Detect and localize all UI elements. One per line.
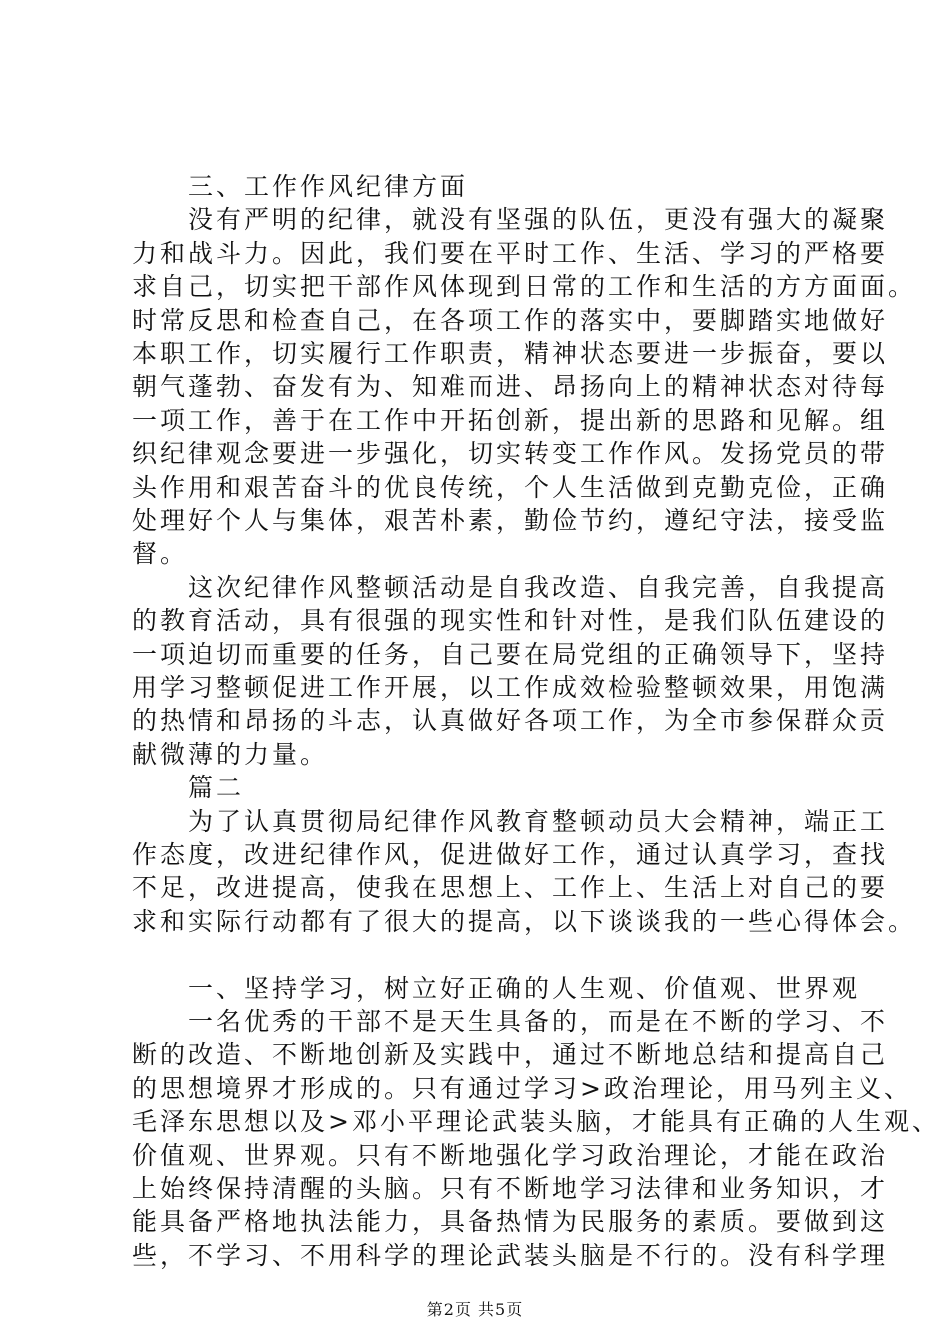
- text-line: 力和战斗力。因此，我们要在平时工作、生活、学习的严格要: [132, 238, 889, 268]
- text-line: 督。: [132, 539, 189, 569]
- text-line: 作态度，改进纪律作风，促进做好工作，通过认真学习，查找: [132, 840, 889, 869]
- text-line: 时常反思和检查自己，在各项工作的落实中，要脚踏实地做好: [132, 305, 889, 335]
- text-line: 这次纪律作风整顿活动是自我改造、自我完善，自我提高: [132, 572, 889, 602]
- text-line: 的教育活动，具有很强的现实性和针对性，是我们队伍建设的: [132, 606, 889, 636]
- text-line: 本职工作，切实履行工作职责，精神状态要进一步振奋，要以: [132, 339, 889, 368]
- section-heading: 三、工作作风纪律方面: [132, 172, 469, 201]
- text-line: 为了认真贯彻局纪律作风教育整顿动员大会精神，端正工: [132, 806, 889, 836]
- text-line: 用学习整顿促进工作开展，以工作成效检验整顿效果，用饱满: [132, 673, 889, 702]
- text-line: 没有严明的纪律，就没有坚强的队伍，更没有强大的凝聚: [132, 205, 889, 235]
- text-line: 上始终保持清醒的头脑。只有不断地学习法律和业务知识，才: [132, 1174, 889, 1203]
- text-line: 毛泽东思想以及>邓小平理论武装头脑，才能具有正确的人生观、: [132, 1107, 940, 1137]
- text-line: 一项工作，善于在工作中开拓创新，提出新的思路和见解。组: [132, 405, 889, 435]
- text-line: 一项迫切而重要的任务，自己要在局党组的正确领导下，坚持: [132, 639, 889, 669]
- text-line: 求自己，切实把干部作风体现到日常的工作和生活的方方面面。: [132, 272, 917, 302]
- text-line: 不足，改进提高，使我在思想上、工作上、生活上对自己的要: [132, 873, 889, 903]
- text-line: 处理好个人与集体，艰苦朴素，勤俭节约，遵纪守法，接受监: [132, 506, 889, 535]
- page-footer: 第2页 共5页: [426, 1300, 524, 1319]
- text-line: 一名优秀的干部不是天生具备的，而是在不断的学习、不: [132, 1007, 889, 1036]
- text-line: 头作用和艰苦奋斗的优良传统，个人生活做到克勤克俭，正确: [132, 472, 889, 502]
- text-line: 能具备严格地执法能力，具备热情为民服务的素质。要做到这: [132, 1207, 889, 1237]
- text-line: 求和实际行动都有了很大的提高，以下谈谈我的一些心得体会。: [132, 906, 917, 936]
- section-heading: 一、坚持学习，树立好正确的人生观、价值观、世界观: [132, 973, 861, 1003]
- text-line: 献微薄的力量。: [132, 739, 329, 769]
- text-line: 的思想境界才形成的。只有通过学习>政治理论，用马列主义、: [132, 1073, 912, 1103]
- text-line: 织纪律观念要进一步强化，切实转变工作作风。发扬党员的带: [132, 439, 889, 469]
- text-line: 价值观、世界观。只有不断地强化学习政治理论，才能在政治: [132, 1140, 889, 1170]
- section-heading: 篇二: [132, 773, 245, 803]
- text-line: 些，不学习、不用科学的理论武装头脑是不行的。没有科学理: [132, 1240, 889, 1270]
- text-line: 的热情和昂扬的斗志，认真做好各项工作，为全市参保群众贡: [132, 706, 889, 736]
- text-line: 断的改造、不断地创新及实践中，通过不断地总结和提高自己: [132, 1040, 889, 1070]
- text-line: 朝气蓬勃、奋发有为、知难而进、昂扬向上的精神状态对待每: [132, 372, 889, 402]
